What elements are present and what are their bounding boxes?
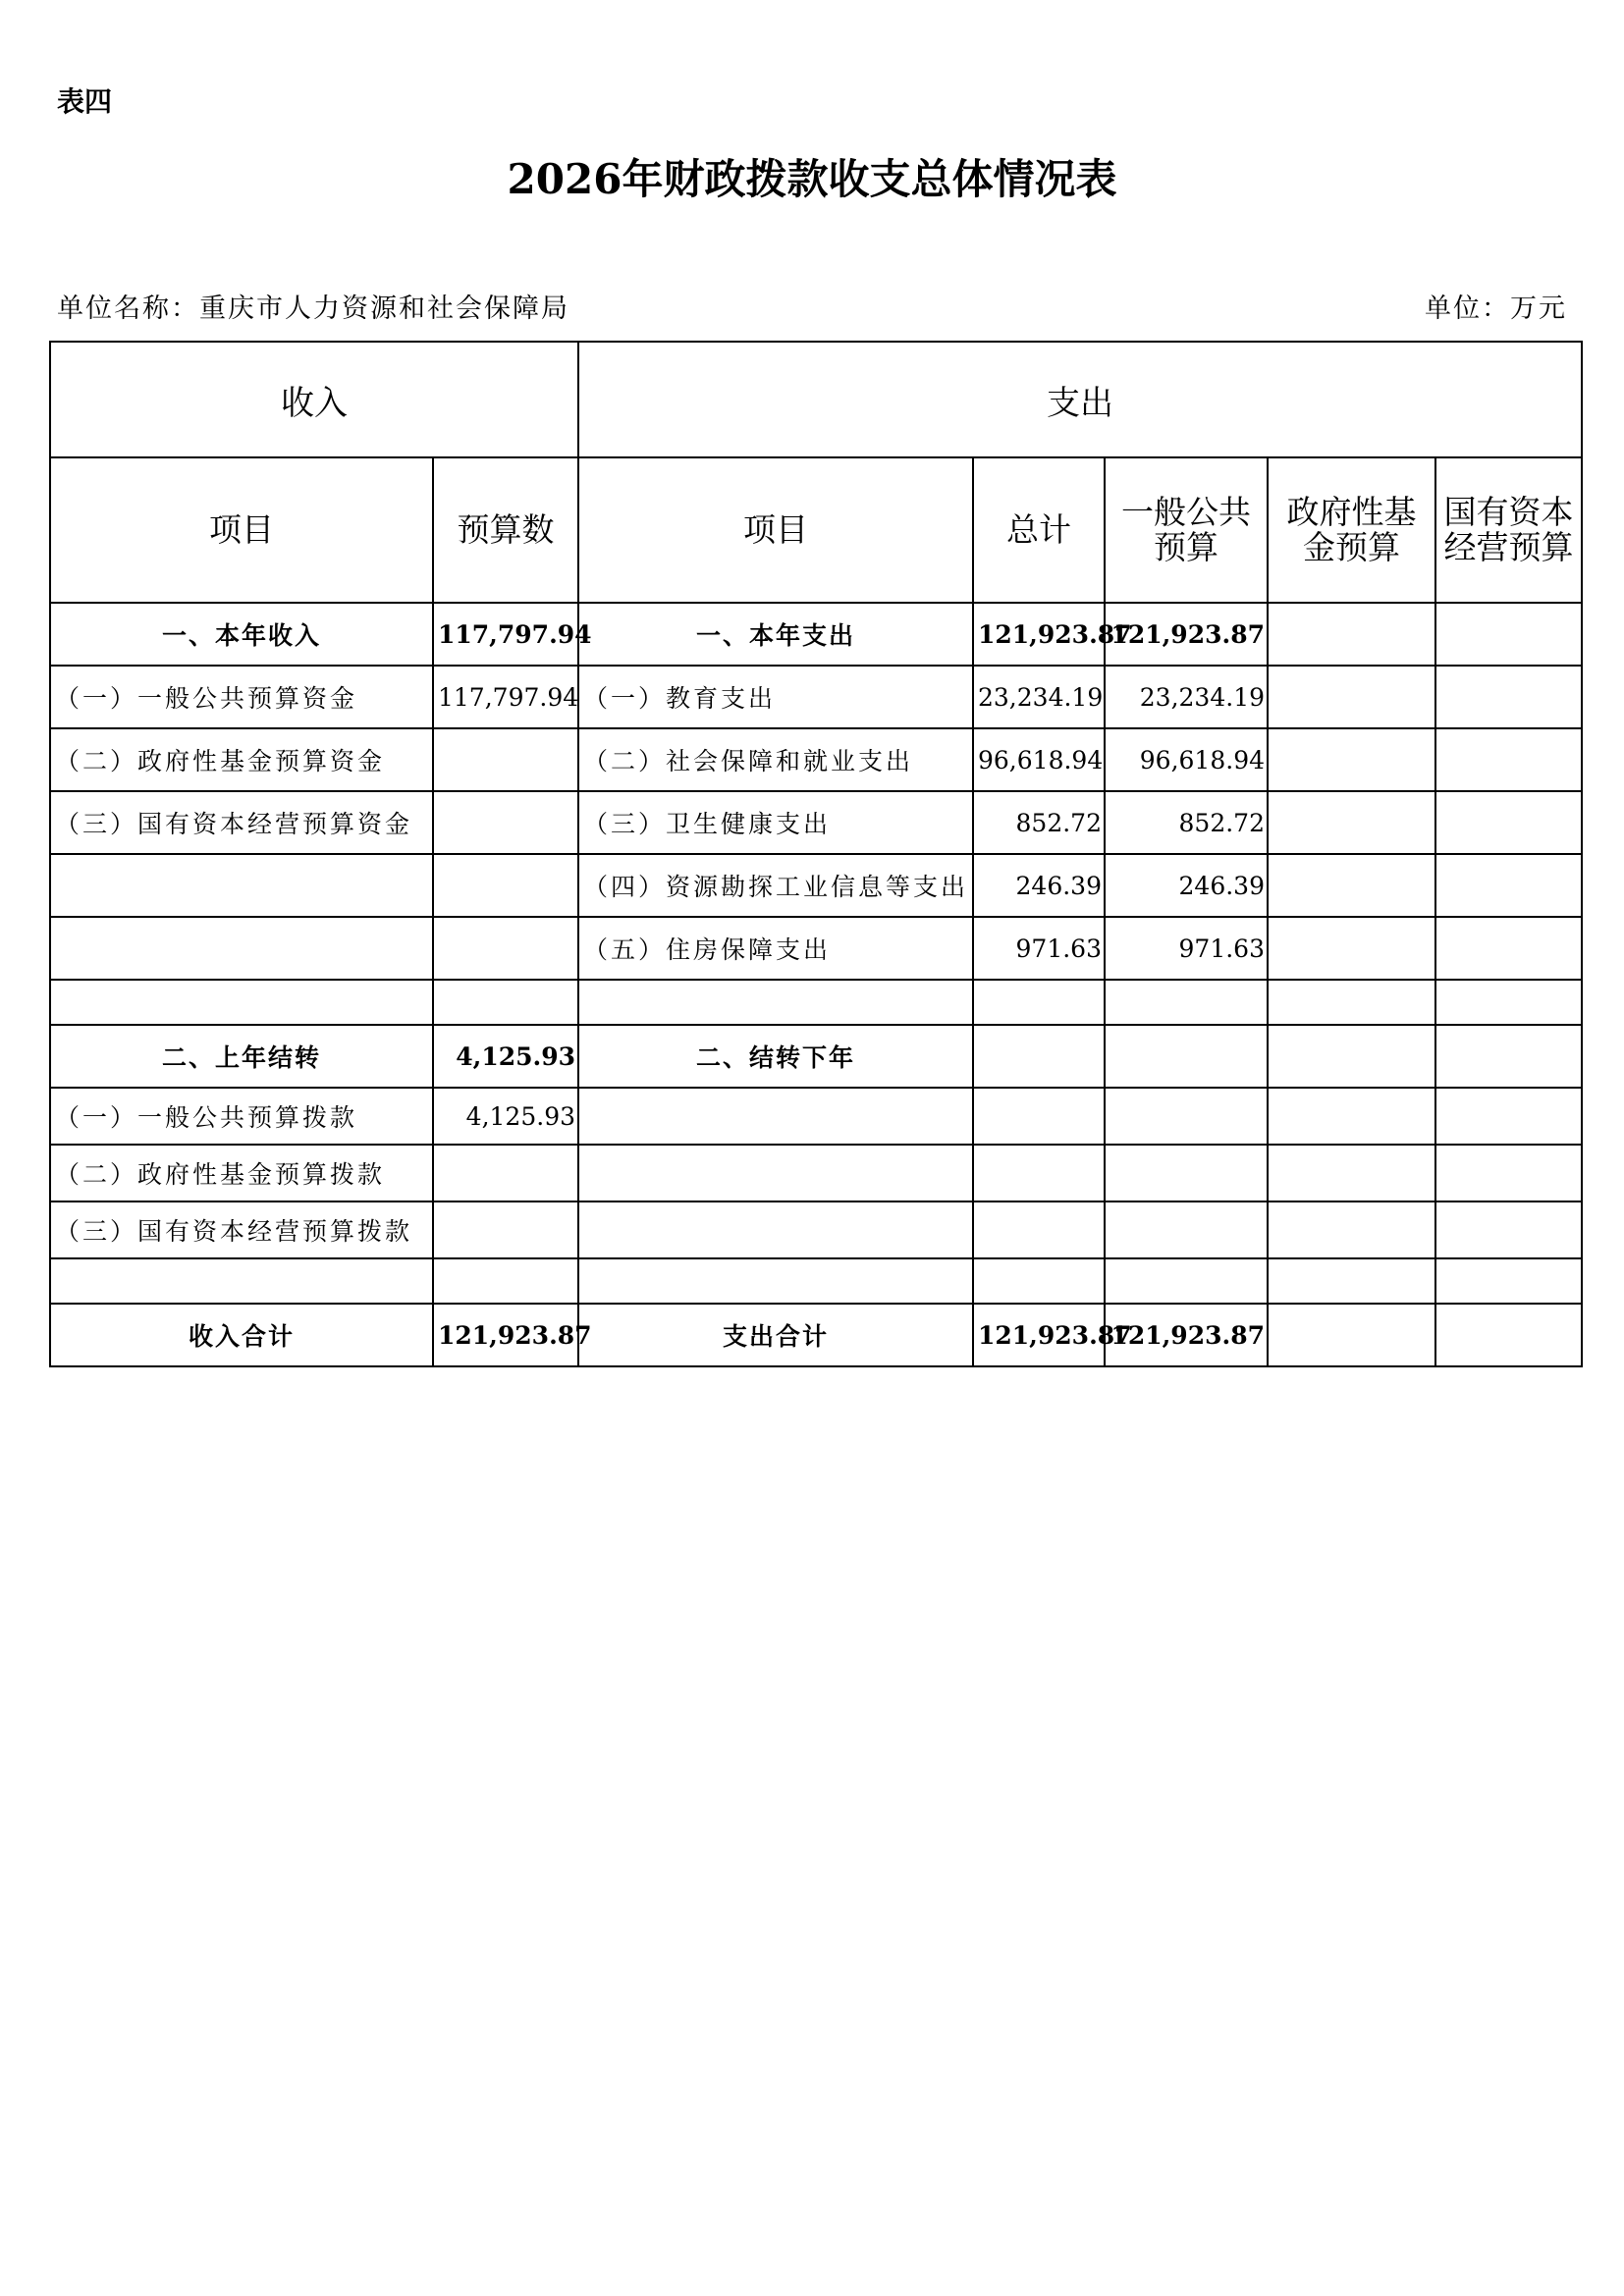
gov-fund-budget-cell	[1268, 728, 1435, 791]
state-capital-budget-cell	[1435, 980, 1582, 1025]
income-budget-cell	[433, 1258, 578, 1304]
expense-total-cell	[973, 1258, 1105, 1304]
income-item-cell: （三）国有资本经营预算资金	[50, 791, 433, 854]
expense-total-cell: 971.63	[973, 917, 1105, 980]
state-capital-budget-cell	[1435, 1088, 1582, 1145]
income-item-cell: （三）国有资本经营预算拨款	[50, 1201, 433, 1258]
general-budget-cell: 96,618.94	[1105, 728, 1268, 791]
expense-total-cell	[973, 1025, 1105, 1088]
state-capital-budget-cell	[1435, 1145, 1582, 1201]
expense-total-cell	[973, 1201, 1105, 1258]
table-header-row	[50, 457, 1582, 603]
state-capital-budget-cell	[1435, 603, 1582, 666]
table-row	[50, 666, 1582, 728]
general-budget-cell: 852.72	[1105, 791, 1268, 854]
fiscal-appropriation-table	[49, 341, 1583, 1367]
income-item-cell	[50, 980, 433, 1025]
state-capital-budget-cell	[1435, 917, 1582, 980]
income-item-cell: （一）一般公共预算拨款	[50, 1088, 433, 1145]
gov-fund-budget-cell	[1268, 1258, 1435, 1304]
income-header: 收入	[50, 342, 578, 457]
income-budget-cell	[433, 728, 578, 791]
total-header: 总计	[973, 457, 1105, 603]
state-capital-budget-cell	[1435, 854, 1582, 917]
gov-fund-budget-cell	[1268, 980, 1435, 1025]
income-item-cell: （二）政府性基金预算资金	[50, 728, 433, 791]
table-number: 表四	[57, 85, 113, 118]
expense-item-cell: （五）住房保障支出	[578, 917, 973, 980]
expense-total-cell: 121,923.87	[973, 603, 1105, 666]
general-budget-cell	[1105, 1258, 1268, 1304]
expense-item-cell: （三）卫生健康支出	[578, 791, 973, 854]
state-capital-budget-cell	[1435, 1258, 1582, 1304]
income-item-cell	[50, 917, 433, 980]
income-item-cell	[50, 1258, 433, 1304]
table-row	[50, 854, 1582, 917]
expense-item-cell: 支出合计	[578, 1304, 973, 1366]
expense-total-cell	[973, 980, 1105, 1025]
unit-name-label: 单位名称：重庆市人力资源和社会保障局	[57, 294, 569, 324]
expense-item-cell: 二、结转下年	[578, 1025, 973, 1088]
general-budget-header: 一般公共预算	[1105, 457, 1268, 603]
table-row	[50, 791, 1582, 854]
expense-item-cell	[578, 1088, 973, 1145]
table-row	[50, 1304, 1582, 1366]
expense-item-header: 项目	[578, 457, 973, 603]
income-budget-cell	[433, 791, 578, 854]
gov-fund-budget-cell	[1268, 791, 1435, 854]
gov-fund-budget-cell	[1268, 603, 1435, 666]
general-budget-cell: 121,923.87	[1105, 1304, 1268, 1366]
expense-item-cell	[578, 1258, 973, 1304]
expense-item-cell	[578, 1145, 973, 1201]
income-budget-cell	[433, 1201, 578, 1258]
income-budget-cell: 4,125.93	[433, 1088, 578, 1145]
table-row	[50, 1145, 1582, 1201]
table-row	[50, 1025, 1582, 1088]
gov-fund-budget-cell	[1268, 917, 1435, 980]
table-header-top-row	[50, 342, 1582, 457]
state-capital-budget-cell	[1435, 791, 1582, 854]
gov-fund-budget-cell	[1268, 1304, 1435, 1366]
income-budget-cell	[433, 1145, 578, 1201]
income-item-header: 项目	[50, 457, 433, 603]
gov-fund-budget-header: 政府性基金预算	[1268, 457, 1435, 603]
expense-total-cell: 246.39	[973, 854, 1105, 917]
income-budget-cell	[433, 917, 578, 980]
general-budget-cell: 246.39	[1105, 854, 1268, 917]
currency-unit-label: 单位：万元	[1425, 294, 1567, 324]
state-capital-budget-cell	[1435, 1201, 1582, 1258]
expense-item-cell	[578, 1201, 973, 1258]
general-budget-cell	[1105, 1145, 1268, 1201]
income-item-cell: 一、本年收入	[50, 603, 433, 666]
income-item-cell: （二）政府性基金预算拨款	[50, 1145, 433, 1201]
expense-item-cell: （四）资源勘探工业信息等支出	[578, 854, 973, 917]
gov-fund-budget-cell	[1268, 1025, 1435, 1088]
state-capital-budget-cell	[1435, 666, 1582, 728]
table-row	[50, 1258, 1582, 1304]
state-capital-budget-header: 国有资本经营预算	[1435, 457, 1582, 603]
income-budget-cell: 117,797.94	[433, 603, 578, 666]
expense-total-cell: 96,618.94	[973, 728, 1105, 791]
table-row	[50, 728, 1582, 791]
general-budget-cell	[1105, 980, 1268, 1025]
expense-total-cell: 121,923.87	[973, 1304, 1105, 1366]
income-budget-header: 预算数	[433, 457, 578, 603]
general-budget-cell: 971.63	[1105, 917, 1268, 980]
gov-fund-budget-cell	[1268, 854, 1435, 917]
expense-total-cell	[973, 1145, 1105, 1201]
income-budget-cell	[433, 980, 578, 1025]
expense-header: 支出	[578, 342, 1582, 457]
income-budget-cell: 4,125.93	[433, 1025, 578, 1088]
income-item-cell: （一）一般公共预算资金	[50, 666, 433, 728]
income-item-cell: 二、上年结转	[50, 1025, 433, 1088]
table-row	[50, 917, 1582, 980]
gov-fund-budget-cell	[1268, 666, 1435, 728]
expense-item-cell: （二）社会保障和就业支出	[578, 728, 973, 791]
state-capital-budget-cell	[1435, 728, 1582, 791]
table-row	[50, 1201, 1582, 1258]
income-budget-cell: 121,923.87	[433, 1304, 578, 1366]
expense-item-cell	[578, 980, 973, 1025]
state-capital-budget-cell	[1435, 1025, 1582, 1088]
general-budget-cell	[1105, 1088, 1268, 1145]
page-title: 2026年财政拨款收支总体情况表	[507, 155, 1117, 203]
general-budget-cell	[1105, 1201, 1268, 1258]
expense-total-cell	[973, 1088, 1105, 1145]
income-item-cell: 收入合计	[50, 1304, 433, 1366]
gov-fund-budget-cell	[1268, 1145, 1435, 1201]
table-row	[50, 980, 1582, 1025]
expense-item-cell: 一、本年支出	[578, 603, 973, 666]
general-budget-cell	[1105, 1025, 1268, 1088]
expense-total-cell: 852.72	[973, 791, 1105, 854]
general-budget-cell: 121,923.87	[1105, 603, 1268, 666]
table-row	[50, 603, 1582, 666]
income-item-cell	[50, 854, 433, 917]
expense-total-cell: 23,234.19	[973, 666, 1105, 728]
income-budget-cell: 117,797.94	[433, 666, 578, 728]
table-row	[50, 1088, 1582, 1145]
expense-item-cell: （一）教育支出	[578, 666, 973, 728]
general-budget-cell: 23,234.19	[1105, 666, 1268, 728]
income-budget-cell	[433, 854, 578, 917]
gov-fund-budget-cell	[1268, 1088, 1435, 1145]
state-capital-budget-cell	[1435, 1304, 1582, 1366]
gov-fund-budget-cell	[1268, 1201, 1435, 1258]
